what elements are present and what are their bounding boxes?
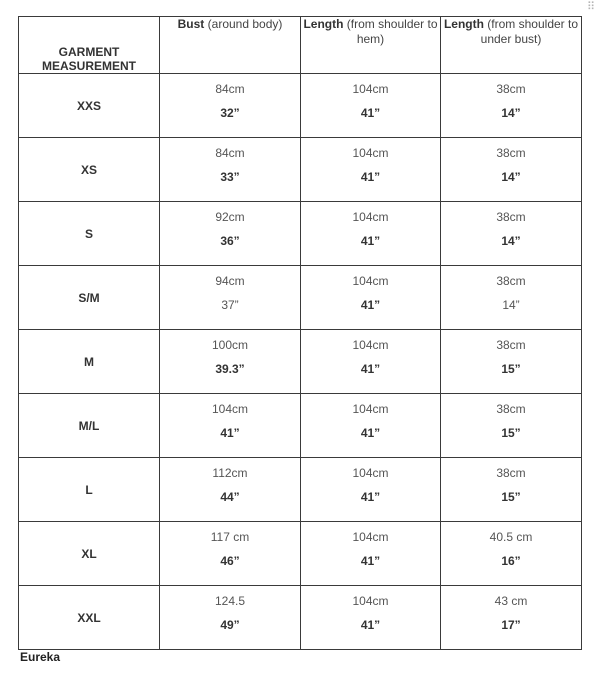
length-underbust-inch-value: 14” [501,106,521,120]
length-hem-inch-value: 41” [360,490,381,504]
length-hem-cell [301,202,441,266]
length-underbust-inch-value: 17” [501,618,521,632]
corner-label-line1: GARMENT [58,45,120,59]
garment-measurement-header [19,17,160,74]
length-hem-cm-value: 104cm [352,466,389,480]
bust-inch-value: 41” [220,426,240,440]
table-row [19,266,582,330]
length-hem-cell [301,138,441,202]
length-underbust-cm-value: 43 cm [494,594,528,608]
length-hem-cm-value: 104cm [352,274,389,288]
bust-inch-value: 33” [220,170,240,184]
length-hem-cm-value: 104cm [352,594,389,608]
length-underbust-inch-value: 14” [502,298,520,312]
length-underbust-header-bold: Length [443,17,484,31]
size-label: M/L [19,394,160,458]
header-row [19,17,582,74]
length-underbust-cm-value: 38cm [496,82,526,96]
length-hem-cell [301,266,441,330]
bust-inch-value: 39.3” [215,362,245,376]
length-hem-cell [301,458,441,522]
length-underbust-cell [441,138,582,202]
bust-header-bold: Bust [177,17,205,31]
length-hem-inch-value: 41” [360,618,381,632]
size-label: S [19,202,160,266]
table-row [19,522,582,586]
length-underbust-column-header [441,17,582,74]
bust-cm-value: 104cm [211,402,249,416]
length-hem-header-rest: (from shoulder to hem) [343,17,438,46]
length-hem-cm-value: 104cm [352,82,389,96]
table-row [19,330,582,394]
length-hem-cell [301,586,441,650]
size-label: XXS [19,74,160,138]
length-hem-inch-value: 41” [360,234,381,248]
size-label: M [19,330,160,394]
length-hem-inch-value: 41” [360,106,381,120]
bust-column-header [160,17,301,74]
length-hem-cm-value: 104cm [352,146,389,160]
bust-inch-value: 36” [220,234,240,248]
bust-header-rest: (around body) [204,17,283,31]
bust-cm-value: 112cm [212,466,248,480]
length-hem-cm-value: 104cm [352,338,389,352]
length-hem-cell [301,394,441,458]
bust-inch-value: 49” [220,618,240,632]
length-hem-inch-value: 41” [360,362,381,376]
drag-handle-icon[interactable]: ⠿ [586,0,596,13]
bust-inch-value: 46” [220,554,240,568]
length-underbust-cell [441,394,582,458]
table-row [19,138,582,202]
bust-cm-value: 84cm [215,82,245,96]
bust-cell [160,586,301,650]
length-underbust-inch-value: 15” [501,362,521,376]
size-label: L [19,458,160,522]
length-underbust-cell [441,330,582,394]
bust-cm-value: 117 cm [210,530,250,544]
length-hem-header-bold: Length [303,17,344,31]
bust-cell [160,394,301,458]
length-underbust-inch-value: 14” [501,170,521,184]
size-label: XS [19,138,160,202]
length-underbust-cm-value: 38cm [496,210,526,224]
length-hem-cell [301,74,441,138]
length-underbust-cm-value: 38cm [496,274,526,288]
bust-cell [160,458,301,522]
length-hem-inch-value: 41” [360,298,381,312]
length-underbust-cell [441,458,582,522]
corner-label-line2: MEASUREMENT [41,59,136,73]
bust-cell [160,522,301,586]
bust-cm-value: 92cm [215,210,245,224]
size-label: XL [19,522,160,586]
length-hem-column-header [301,17,441,74]
bust-inch-value: 44” [220,490,240,504]
bust-cm-value: 124.5 [214,594,246,608]
table-row [19,586,582,650]
length-underbust-cell [441,202,582,266]
length-hem-cm-value: 104cm [352,210,389,224]
table-row [19,202,582,266]
length-underbust-cell [441,522,582,586]
size-label: XXL [19,586,160,650]
length-underbust-cell [441,586,582,650]
bust-cell [160,266,301,330]
length-hem-inch-value: 41” [360,426,381,440]
bust-cell [160,202,301,266]
bust-cell [160,138,301,202]
length-underbust-inch-value: 15” [501,490,521,504]
table-row [19,458,582,522]
table-row [19,394,582,458]
caption-text: Eureka [20,650,61,664]
length-hem-cell [301,522,441,586]
bust-cm-value: 100cm [211,338,249,352]
length-underbust-cm-value: 38cm [496,402,526,416]
length-underbust-cm-value: 38cm [496,338,526,352]
length-underbust-cell [441,266,582,330]
length-underbust-header-rest: (from shoulder to under bust) [480,17,579,46]
length-underbust-cm-value: 38cm [496,146,526,160]
length-hem-cm-value: 104cm [352,402,389,416]
length-underbust-cm-value: 40.5 cm [489,530,533,544]
size-label: S/M [19,266,160,330]
bust-cm-value: 84cm [215,146,245,160]
length-hem-inch-value: 41” [360,554,381,568]
bust-inch-value: 37” [221,298,239,312]
bust-cell [160,330,301,394]
bust-cm-value: 94cm [215,274,245,288]
length-hem-inch-value: 41” [360,170,381,184]
length-hem-cm-value: 104cm [352,530,389,544]
table-row [19,74,582,138]
bust-inch-value: 32” [220,106,240,120]
bust-cell [160,74,301,138]
size-chart-table [18,16,582,650]
length-underbust-inch-value: 16” [501,554,521,568]
length-hem-cell [301,330,441,394]
length-underbust-cm-value: 38cm [496,466,526,480]
length-underbust-inch-value: 15” [501,426,521,440]
length-underbust-cell [441,74,582,138]
length-underbust-inch-value: 14” [501,234,521,248]
